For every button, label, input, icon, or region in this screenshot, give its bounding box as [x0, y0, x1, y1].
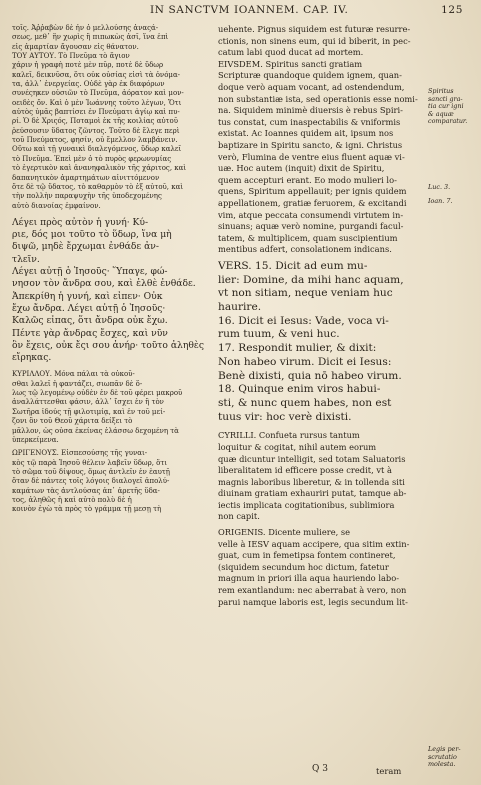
text-line: καλεῖ, δεικνῦσα, ὅτι οὐκ οὐσίας εἰσὶ τὰ ὀνόμα-: [12, 70, 181, 79]
text-line: ἀναλλάττεσθαι φάσιν, ἀλλ᾽ ἴσχει ἐν ἣ τὸν: [12, 398, 164, 407]
text-line: mentibus adfert, consolationem indicans.: [218, 244, 392, 255]
text-line: καμάτων τὰς ἀντλούσας ἀπ᾽ ἀρετῆς ὕδα-: [12, 486, 160, 495]
text-line: vim, atque peccata consumendi virtutem in-: [218, 209, 404, 220]
latin-column: [218, 24, 426, 775]
verse-line: sti, & nunc quem habes, non est: [218, 396, 392, 409]
text-line: diuinam gratiam exhauriri putat, tamque ab-: [218, 488, 407, 499]
text-line: rem exantlandum: nec aberrabat à vero, non: [218, 585, 407, 596]
greek-column: [12, 24, 212, 775]
text-line: σεως, μεθ᾽ ἣν χωρὶς ἢ πιπωκὼς ἀσῖ, ἵνα ἐπὶ: [12, 33, 169, 42]
text-line: doque verò aquam vocant, ad ostendendum,: [218, 81, 405, 92]
text-line: uehente. Pignus siquidem est futuræ resurre-: [218, 24, 411, 34]
text-line: uæ. Hoc autem (inquit) dixit de Spiritu,: [218, 163, 385, 174]
verse-line: τλεῖν.: [12, 253, 40, 265]
text-line: ctionis, non sinens eum, qui id biberit, in pec-: [218, 35, 411, 46]
running-title: IN SANCTVM IOANNEM. CAP. IV.: [150, 4, 349, 16]
verse-line: Λέγει αὐτῇ ὁ Ἰησοῦς· Ὕπαγε, φώ-: [12, 266, 168, 278]
text-line: τοῦ Πνεύματος, φησίν, οὗ ἔμελλον λαμβάνειν.: [12, 136, 178, 145]
text-line: αὐτὸ διανοίας ἐμφαίνον.: [12, 201, 101, 210]
text-line: magnum in priori illa aqua hauriendo labo-: [218, 573, 400, 584]
text-line: ὅταν δὲ πάντες τοῖς λόγοις διαλογεῖ ἀπολύ-: [12, 477, 170, 486]
text-line: velle à IESV aquam accipere, qua sitim extin-: [218, 538, 410, 549]
text-line: loquitur & cogitat, nihil autem eorum: [218, 441, 377, 452]
verse-line: 16. Dicit ei Iesus: Vade, voca vi-: [218, 314, 389, 327]
text-line: EIVSDEM. Spiritus sancti gratiam: [218, 58, 363, 69]
margin-note-ioan: Ioan. 7.: [428, 197, 453, 205]
verse-line: Πέντε γὰρ ἄνδρας ἔσχες, καὶ νῦν: [12, 327, 168, 339]
text-line: tus constat, cum inaspectabilis & vniformis: [218, 116, 401, 127]
text-line: εἰς ἁμαρτίαν ἄγουσαν εἰς θάνατον.: [12, 42, 139, 51]
text-line: guat, cum in femetipsa fontem contineret,: [218, 550, 396, 561]
text-line: ζονι ὃν τοῦ Θεοῦ χάριτα δείξει τὸ: [12, 417, 133, 426]
margin-note-legis: Legis per- scrutatio molesta.: [428, 745, 461, 769]
latin-block-cyril: [218, 430, 426, 523]
text-line: κοινὸν ἐγὼ τὰ πρὸς τὸ γράμμα τῇ μεσῃ τὴ: [12, 505, 162, 514]
greek-block-1: [12, 24, 212, 211]
verse-line: 18. Quinque enim viros habui-: [218, 383, 381, 396]
greek-block-cyril: [12, 370, 212, 445]
text-line: ὑπερκείμενα.: [12, 435, 59, 444]
latin-block-origen: [218, 527, 426, 608]
verse-line: Καλῶς εἶπας, ὅτι ἄνδρα οὐκ ἔχω.: [12, 315, 168, 327]
text-line: τὸ Πνεῦμα. Ἐπεὶ μὲν ὁ τὸ πυρὸς φερωνυμίας: [12, 154, 172, 163]
text-line: CYRILLI. Confueta rursus tantum: [218, 430, 360, 441]
text-line: ΩΡΙΓΕΝΟΥΣ. Εἰσπεσούσης τῆς γυναι-: [12, 449, 148, 458]
verse-line: εἴρηκας.: [12, 352, 52, 364]
text-line: ῥεύσουσιν ὕδατος ζῶντος. Τοῦτο δὲ ἔλεγε περὶ: [12, 126, 180, 135]
verse-line: ριε, δός μοι τοῦτο τὸ ὕδωρ, ἵνα μὴ: [12, 229, 172, 241]
text-line: quæ dicuntur intelligit, sed totam Saluatoris: [218, 453, 406, 464]
text-line: οειδὲς ὄν. Καὶ ὁ μὲν Ἰωάννης τοῦτο λέγων, Ὅτι: [12, 98, 182, 107]
text-line: ρί. Ὁ δὲ Χριςός, Ποταμοὶ ἐκ τῆς κοιλίας αὐτοῦ: [12, 117, 179, 126]
text-line: Οὕτω καὶ τῇ γυναικὶ διαλεγόμενος, ὕδωρ καλεῖ: [12, 145, 182, 154]
verse-line: διψῶ, μηδὲ ἔρχωμαι ἐνθάδε ἀν-: [12, 241, 159, 253]
verse-line: vt non sitiam, neque veniam huc: [218, 287, 393, 300]
text-line: τὸ ἐγερτικὸν καὶ ἀνανηφαλικὸν τῆς χάριτος, καὶ: [12, 164, 187, 173]
margin-notes: [428, 24, 478, 775]
text-line: iectis implicata cogitationibus, sublimiora: [218, 499, 395, 510]
verse-line: ὃν ἔχεις, οὐκ ἔςι σου ἀνήρ· τοῦτο ἀληθὲς: [12, 339, 204, 351]
text-line: quem accepturi erant. Eo modo mulieri lo-: [218, 174, 397, 185]
text-line: ΤΟΥ ΑΥΤΟΥ. Τὸ Πνεῦμα τὸ ἅγιον: [12, 52, 130, 61]
verse-line: lier: Domine, da mihi hanc aquam,: [218, 273, 404, 286]
verse-line: Benè dixisti, quia nō habeo virum.: [218, 369, 402, 382]
text-line: δαπανητικὸν ἁμαρτημάτων αἰνιττόμενον: [12, 173, 160, 182]
text-line: αὐτὸς ὑμᾶς βαπτίσει ἐν Πνεύματι ἁγίῳ καὶ πυ-: [12, 108, 180, 117]
text-line: κὸς τῷ παρὰ Ἰησοῦ θέλειν λαβεῖν ὕδωρ, ὅτι: [12, 458, 168, 467]
text-line: τα, ἀλλ᾽ ἐνεργείας. Οὐδὲ γὰρ ἐκ διαφόρων: [12, 80, 165, 89]
verse-line: νησον τὸν ἄνδρα σου, καὶ ἐλθὲ ἐνθάδε.: [12, 278, 196, 290]
catchword: teram: [376, 766, 402, 776]
text-line: τὴν πολλὴν παραψυχὴν τῆς ὑποδεχομένης: [12, 192, 162, 201]
text-line: λως τῷ λεγομένῳ οὐδὲν ἐν δὲ τοῦ φέρει μακροῦ: [12, 389, 183, 398]
text-line: Σωτῆρα ἰδούς τῇ φιλοτιμίᾳ, καὶ ἐν τοῦ μεί-: [12, 407, 166, 416]
signature-mark: Q 3: [312, 764, 328, 774]
text-line: συνέςηκεν οὐσιῶν τὸ Πνεῦμα, ἀόρατον καὶ μον-: [12, 89, 184, 98]
text-line: non capit.: [218, 511, 260, 522]
text-line: μᾶλλον, ὡς οὐσα ἐκείνας ἐλάσσω δεχομένη τὰ: [12, 426, 179, 435]
margin-note-luc: Luc. 3.: [428, 183, 451, 191]
text-line: tatem, & multiplicem, quam suscipientium: [218, 232, 398, 243]
text-line: quens, Spiritum appellauit; per ignis quidem: [218, 186, 407, 197]
text-line: liberalitatem id efficere posse credit, vt à: [218, 465, 392, 476]
text-line: appellationem, gratiæ feruorem, & excitandi: [218, 197, 407, 208]
verse-line: Λέγει πρὸς αὐτὸν ἡ γυνή· Κύ-: [12, 216, 149, 228]
verse-line: VERS. 15. Dicit ad eum mu-: [218, 259, 368, 272]
text-line: verò, Flumina de ventre eius fluent aquæ vi-: [218, 151, 405, 162]
text-line: existat. Ac Ioannes quidem ait, ipsum nos: [218, 128, 394, 139]
text-line: na. Siquidem minimè diuersis è rebus Spiri-: [218, 105, 403, 116]
text-line: χάριν ἡ γραφὴ ποτὲ μὲν πῦρ, ποτὲ δὲ ὕδωρ: [12, 61, 164, 70]
verse-line: tuus vir: hoc verè dixisti.: [218, 410, 352, 423]
text-line: ὅτε δὲ τῷ ὕδατος, τὸ καθαρμὸν τὸ ἐξ αὐτοῦ, καὶ: [12, 182, 184, 191]
greek-block-origen: [12, 449, 212, 514]
latin-block-1: [218, 24, 426, 256]
text-line: catum labi quod ducat ad mortem.: [218, 47, 364, 58]
verse-line: 17. Respondit mulier, & dixit:: [218, 342, 377, 355]
text-line: Scripturæ quandoque quidem ignem, quan-: [218, 70, 402, 81]
margin-note-spiritus: Spiritus sancti gra- tia cur igni & aquæ comparatur.: [428, 87, 468, 126]
text-line: magnis laboribus liberetur, & in tollenda siti: [218, 476, 405, 487]
page-number: 125: [441, 4, 463, 16]
verse-line: Ἀπεκρίθη ἡ γυνή, καὶ εἶπεν· Οὐκ: [12, 290, 163, 302]
verse-line: ἔχω ἄνδρα. Λέγει αὐτῇ ὁ Ἰησοῦς·: [12, 302, 166, 314]
text-line: ORIGENIS. Dicente muliere, se: [218, 527, 351, 538]
verse-line: rum tuum, & veni huc.: [218, 328, 340, 341]
text-line: baptizare in Spiritu sancto, & igni. Christus: [218, 139, 403, 150]
verse-line: haurire.: [218, 300, 262, 313]
text-line: τος, ἀληθῶς ἡ καὶ αὐτὸ πολὺ δὲ ἡ: [12, 495, 132, 504]
text-line: sinuans; aquæ verò nomine, purgandi facul-: [218, 221, 404, 232]
text-line: non substantiæ ista, sed operationis esse nomi-: [218, 93, 418, 104]
text-line: σθαι λαλεῖ ἡ φαντάζει, σιωπᾶν δὲ ὅ-: [12, 379, 143, 388]
text-line: (siquidem secundum hoc dictum, fatetur: [218, 561, 389, 572]
page-header: [150, 4, 463, 20]
greek-verse-block: [12, 217, 212, 365]
text-line: τὸ σῶμα τοῦ δίψους, ὅμως ἀντλεῖν ἐν ἑαυτῇ: [12, 467, 170, 476]
latin-verse-block: [218, 260, 426, 424]
verse-line: Non habeo virum. Dicit ei Iesus:: [218, 355, 392, 368]
text-line: τοῖς. Ἀῤῥαβὼν δὲ ἦν ὁ μελλούσης ἀναςά-: [12, 24, 159, 32]
text-line: parui namque laboris est, legis secundum lit-: [218, 596, 408, 607]
text-line: ΚΥΡΙΛΛΟΥ. Μόνα πάλαι τὰ οὐκοῦ-: [12, 370, 135, 379]
